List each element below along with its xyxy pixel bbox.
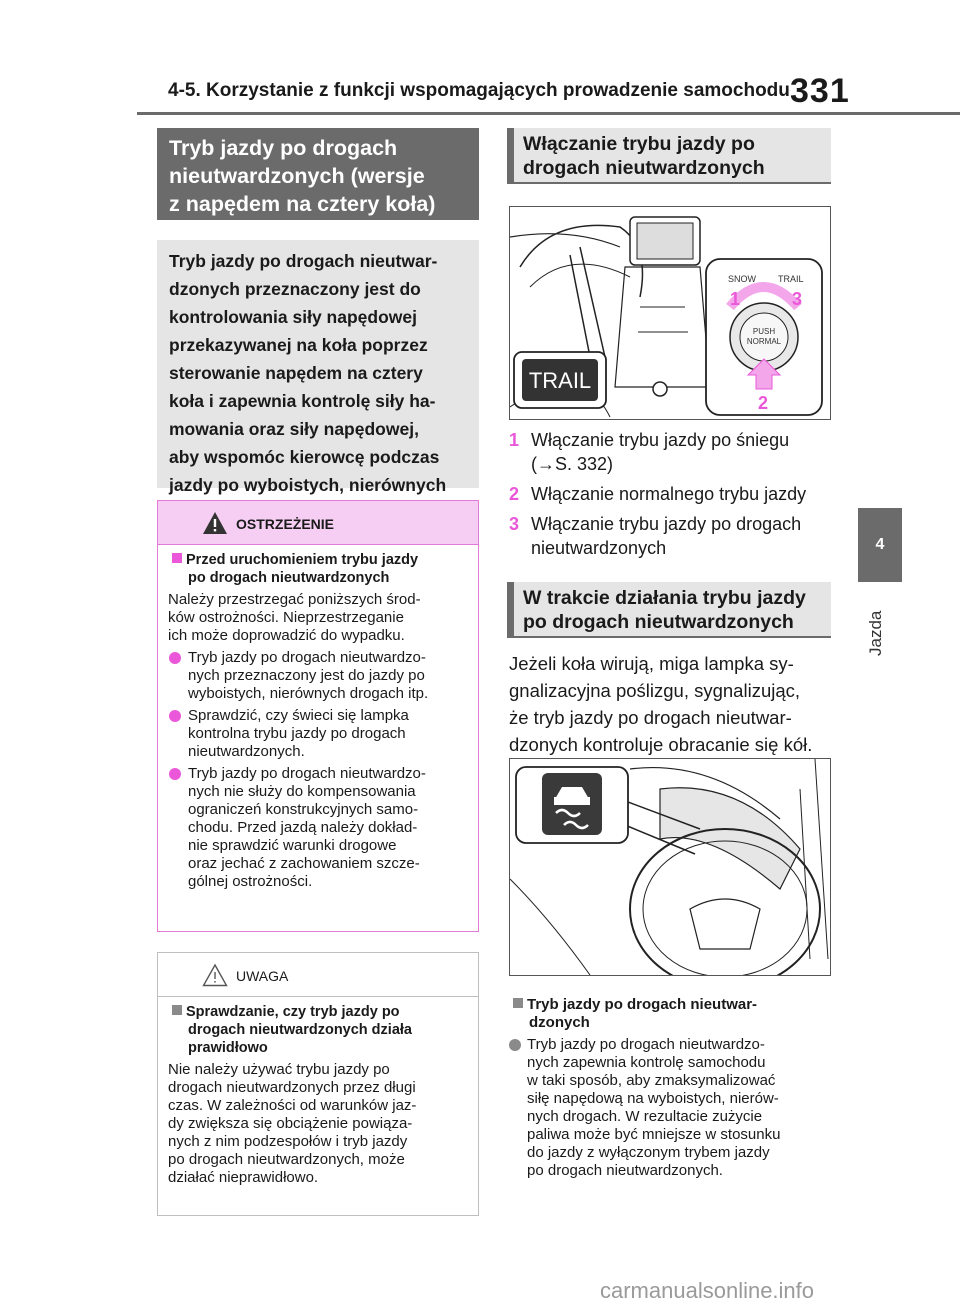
intro-line: kontrolowania siły napędowej xyxy=(169,307,417,327)
bullet-dot-icon xyxy=(169,768,181,780)
page-number: 331 xyxy=(790,72,850,110)
section-title: 4-5. Korzystanie z funkcji wspomagających prowadzenie samochodu xyxy=(168,80,790,101)
square-bullet-icon xyxy=(172,553,182,563)
warning-bullet: Sprawdzić, czy świeci się lampka kontrolna trybu jazdy po drogach nieutwardzonych. xyxy=(168,707,466,761)
steering-wheel-illustration xyxy=(510,759,830,975)
notice-box xyxy=(157,952,479,1216)
left-section-heading xyxy=(157,128,479,220)
intro-line: Tryb jazdy po drogach nieutwar- xyxy=(169,251,438,271)
intro-line: przekazywanej na koła poprzez xyxy=(169,335,428,355)
intro-line: dzonych przeznaczony jest do xyxy=(169,279,421,299)
notice-label: UWAGA xyxy=(236,968,289,984)
intro-line: jazdy po wyboistych, nierównych xyxy=(169,475,447,495)
bottom-note-subheading: Tryb jazdy po drogach nieutwar- dzonych xyxy=(509,996,839,1032)
intro-line: koła i zapewnia kontrolę siły ha- xyxy=(169,391,436,411)
intro-line: mowania oraz siły napędowej, xyxy=(169,419,419,439)
steps-list xyxy=(509,428,839,566)
right-section-heading-1: Włączanie trybu jazdy po drogach nieutwardzonych xyxy=(507,128,831,184)
step-item: 2 Włączanie normalnego trybu jazdy xyxy=(509,484,807,504)
indicator-figure xyxy=(509,758,831,976)
heading-line: z napędem na cztery koła) xyxy=(169,192,436,216)
step-number: 2 xyxy=(509,484,520,504)
warning-paragraph: Należy przestrzegać poniższych środ- ków ostrożności. Nieprzestrzeganie ich może doprowadzić do wypadku. xyxy=(168,591,421,644)
bullet-dot-icon xyxy=(169,710,181,722)
heading-line: nieutwardzonych (wersje xyxy=(169,164,425,188)
intro-line: aby wspomóc kierowcę podczas xyxy=(169,447,440,467)
square-bullet-icon xyxy=(513,998,523,1008)
mode-switch-figure xyxy=(509,206,831,420)
square-bullet-icon xyxy=(172,1005,182,1015)
step-number: 1 xyxy=(509,430,520,450)
intro-box xyxy=(157,240,479,495)
chapter-label: Jazda xyxy=(866,610,885,656)
callout-1: 1 xyxy=(730,289,741,309)
warning-bullet: Tryb jazdy po drogach nieutwardzo- nych nie służy do kompensowania ograniczeń konstrukcyjnych samo- chodu. Przed jazdą należy dokład- nie sprawdzić warunki drogowe oraz jechać z zachowaniem szcze- gólnej ostrożności. xyxy=(168,765,466,891)
warning-bullet: Tryb jazdy po drogach nieutwardzo- nych przeznaczony jest do jazdy po wyboistych, nierównych drogach itp. xyxy=(168,649,466,703)
notice-header xyxy=(158,953,478,997)
step-number: 3 xyxy=(509,514,520,534)
intro-line: sterowanie napędem na cztery xyxy=(169,363,423,383)
callout-3: 3 xyxy=(792,289,803,309)
warning-header xyxy=(158,501,478,545)
heading-line: Tryb jazdy po drogach xyxy=(169,136,398,160)
watermark: carmanualsonline.info xyxy=(600,1278,815,1303)
push-label: PUSH xyxy=(752,327,776,336)
bottom-note-bullet: Tryb jazdy po drogach nieutwardzo- nych zapewnia kontrolę samochodu w taki sposób, aby zmaksymalizować siłę napędową na wyboistych, nierów- nych drogach. W rezultacie zużycie paliwa może być mniejsze w stosunku do jazdy z wyłączonym trybem jazdy po drogach nieutwardzonych. xyxy=(509,1036,839,1180)
callout-2: 2 xyxy=(758,393,769,413)
normal-label: NORMAL xyxy=(746,337,782,346)
header-rule xyxy=(137,112,960,115)
warning-subheading: Przed uruchomieniem trybu jazdy po drogach nieutwardzonych xyxy=(168,551,466,587)
notice-subheading: Sprawdzanie, czy tryb jazdy po drogach nieutwardzonych działa prawidłowo xyxy=(168,1003,466,1057)
warning-box xyxy=(157,500,479,932)
trail-display-text: TRAIL xyxy=(528,368,592,393)
trail-label: TRAIL xyxy=(778,274,804,284)
step-item: 3 Włączanie trybu jazdy po drogach nieutwardzonych xyxy=(509,514,802,558)
chapter-tab[interactable]: 4 xyxy=(858,508,902,582)
bullet-dot-icon xyxy=(509,1039,521,1051)
step-item: 1 Włączanie trybu jazdy po śniegu (→S. 332) xyxy=(509,430,790,474)
body-paragraph: Jeżeli koła wirują, miga lampka sy- gnalizacyjna poślizgu, sygnalizując, że tryb jazdy po drogach nieutwar- dzonych kontroluje obracanie się kół. xyxy=(509,653,813,755)
bullet-dot-icon xyxy=(169,652,181,664)
caution-triangle-icon xyxy=(202,963,228,987)
bottom-note xyxy=(509,996,839,1180)
dashboard-illustration xyxy=(510,207,830,419)
snow-label: SNOW xyxy=(728,274,756,284)
warning-label: OSTRZEŻENIE xyxy=(236,516,335,532)
right-section-heading-2: W trakcie działania trybu jazdy po drogach nieutwardzonych xyxy=(507,582,831,638)
warning-triangle-icon xyxy=(202,511,228,535)
notice-paragraph: Nie należy używać trybu jazdy po drogach nieutwardzonych przez długi czas. W zależności od warunków jaz- dy zwiększa się obciążenie powiąza- nych z nim podzespołów i tryb jazdy po drogach nieutwardzonych, może działać nieprawidłowo. xyxy=(168,1061,417,1186)
